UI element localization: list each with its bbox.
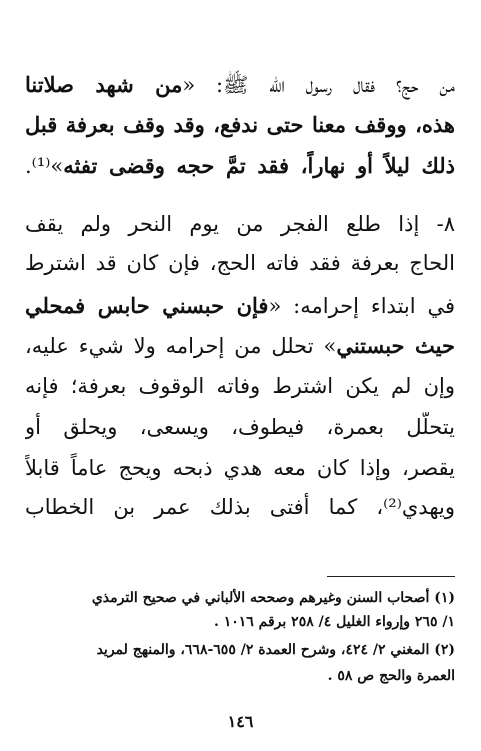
text-segment: يتحلَّل بعمرة، فيطوف، ويسعى، ويحلق أو (25, 415, 455, 439)
footnote-line: ١/ ٢٦٥ وإرواء الغليل ٤/ ٢٥٨ برقم ١٠١٦ . (213, 614, 455, 630)
footnote-line: (١) أصحاب السنن وغيرهم وصححه الألباني في صحيح الترمذي (91, 590, 455, 606)
body-line (25, 70, 455, 104)
text-segment: يقصر، وإذا كان معه هدي ذبحه ويحج عاماً قابلاً (25, 456, 455, 480)
body-line (25, 151, 455, 185)
body-line (25, 291, 455, 325)
body-line (25, 248, 455, 282)
bold-text-segment: هذه، ووقف معنا حتى ندفع، وقد وقف بعرفة قبل (25, 112, 455, 137)
text-segment: »⁽¹⁾. (25, 154, 64, 178)
text-segment: في ابتداء إحرامه: « (268, 294, 455, 318)
body-line (25, 453, 455, 487)
body-line (25, 371, 455, 405)
footnote-line: (٢) المغني ٢/ ٤٢٤، وشرح العمدة ٢/ ٦٥٥-٦٦٨، والمنهج لمريد (96, 642, 455, 658)
text-segment: ويهدي⁽²⁾، كما أفتى بذلك عمر بن الخطاب (25, 495, 455, 519)
page-number: ١٤٦ (227, 712, 254, 731)
body-line (25, 492, 455, 526)
bold-text-segment: فإن حبسني حابس فمحلي (25, 293, 269, 318)
body-line (25, 331, 455, 365)
text-segment: وإن لم يكن اشترط وفاته الوقوف بعرفة؛ فإنه (25, 374, 455, 398)
text-segment: الحاج بعرفة فقد فاته الحج، فإن كان قد اشترط (25, 251, 455, 275)
bold-text-segment: ذلك ليلاً أو نهاراً، فقد تمَّ حجه وقضى تفثه (63, 153, 455, 178)
footnote-line: العمرة والحج ص ٥٨ . (327, 668, 455, 684)
text-segment: من حج؟ فقال رسول الله ﷺ: « (182, 73, 455, 97)
body-line (25, 209, 455, 243)
footnote-divider (327, 576, 455, 577)
text-segment: » تحلل من إحرامه ولا شيء عليه، (25, 334, 337, 358)
text-segment: ٨- إذا طلع الفجر من يوم النحر ولم يقف (25, 212, 455, 236)
bold-text-segment: حيث حبستني (336, 333, 455, 358)
body-line (25, 110, 455, 144)
body-line (25, 412, 455, 446)
bold-text-segment: من شهد صلاتنا (25, 72, 183, 97)
